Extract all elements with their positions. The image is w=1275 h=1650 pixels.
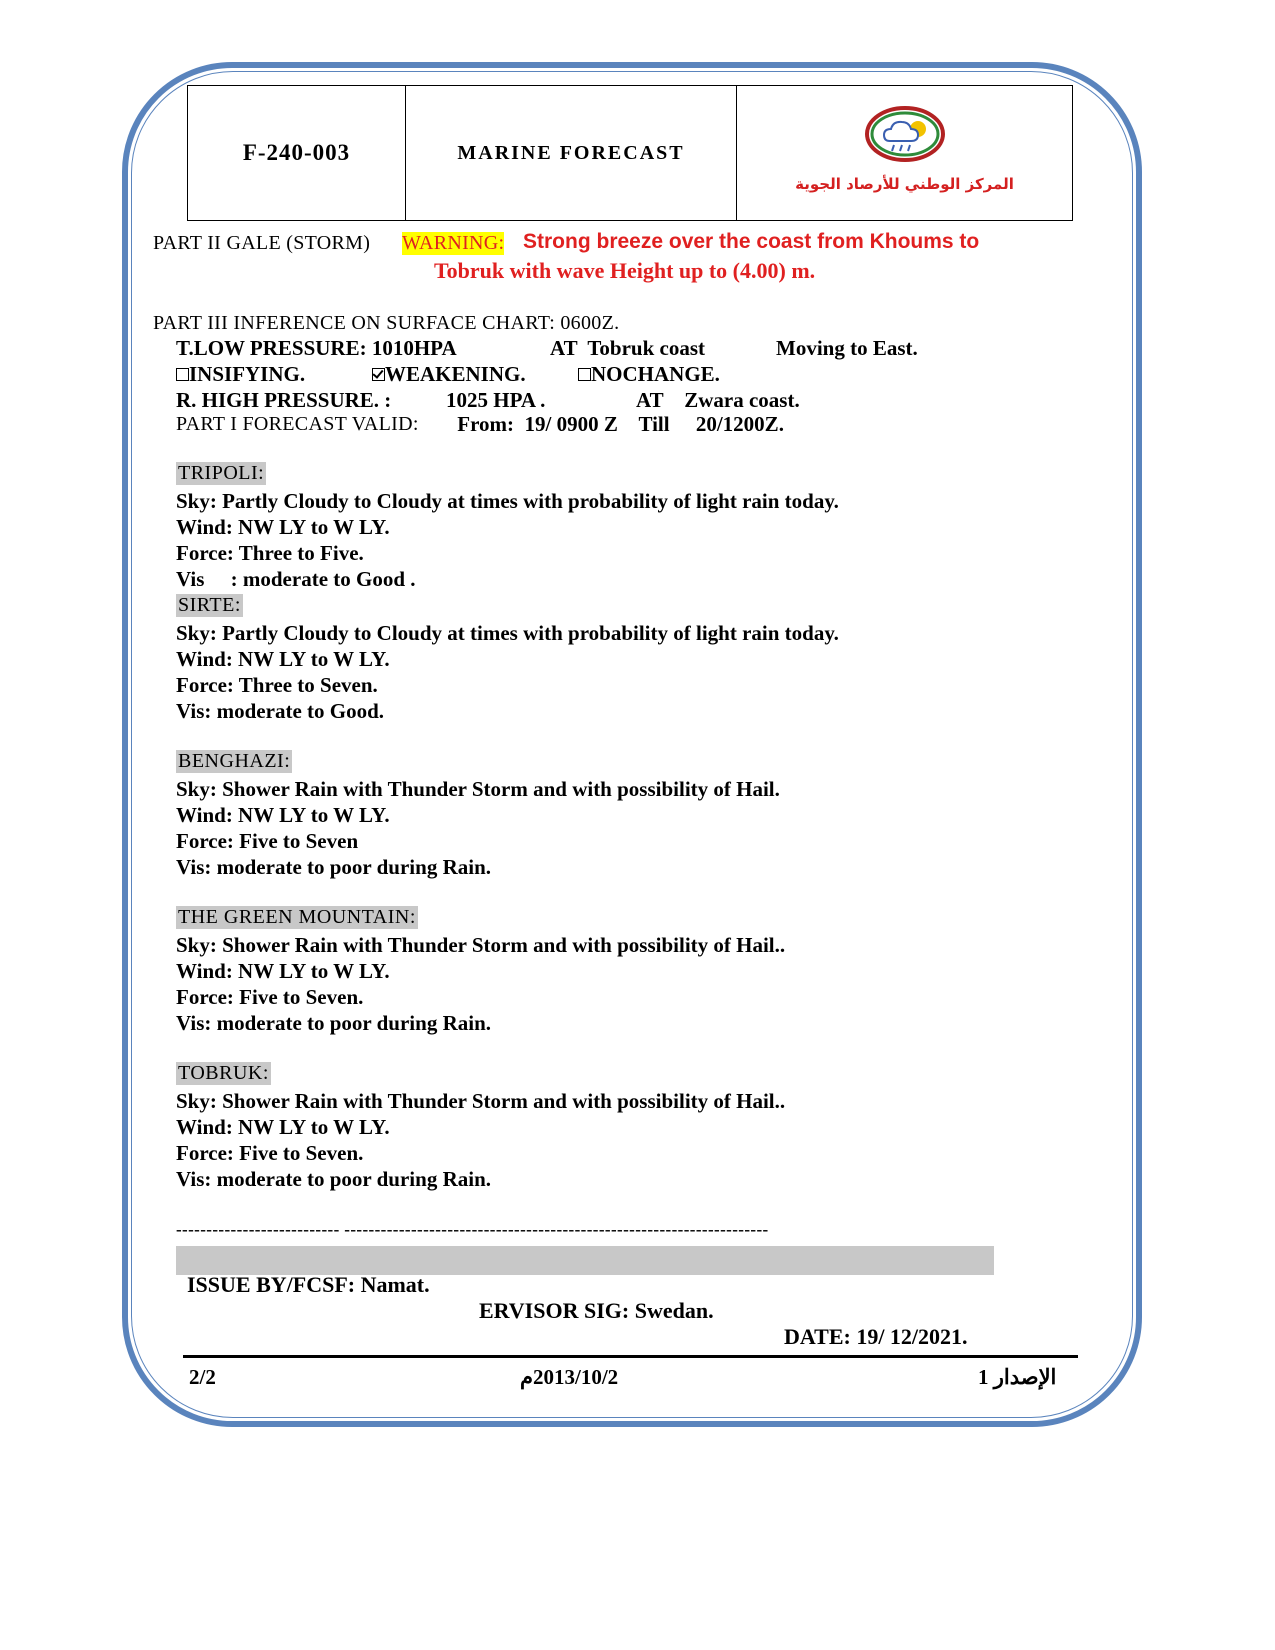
region-heading-green-mountain: THE GREEN MOUNTAIN: bbox=[178, 906, 416, 928]
benghazi-force: Force: Five to Seven bbox=[176, 829, 359, 853]
footer-version: الإصدار 1 bbox=[978, 1365, 1057, 1389]
region-heading-sirte: SIRTE: bbox=[178, 594, 241, 616]
green-mountain-wind: Wind: NW LY to W LY. bbox=[176, 959, 390, 983]
benghazi-wind: Wind: NW LY to W LY. bbox=[176, 803, 390, 827]
document-title: MARINE FORECAST bbox=[406, 86, 737, 220]
issue-line bbox=[176, 1246, 994, 1349]
header-table bbox=[187, 85, 1073, 221]
low-pressure-location: AT Tobruk coast bbox=[550, 336, 706, 360]
region-heading-benghazi: BENGHAZI: bbox=[178, 750, 291, 772]
tripoli-force: Force: Three to Five. bbox=[176, 541, 364, 565]
green-mountain-sky: Sky: Shower Rain with Thunder Storm and with possibility of Hail.. bbox=[176, 933, 786, 957]
header-logo-cell bbox=[737, 86, 1072, 220]
organization-name-arabic: المركز الوطني للأرصاد الجوية bbox=[795, 175, 1014, 193]
checkbox-weakening bbox=[372, 368, 385, 381]
sirte-sky: Sky: Partly Cloudy to Cloudy at times with probability of light rain today. bbox=[176, 621, 839, 645]
green-mountain-vis: Vis: moderate to poor during Rain. bbox=[176, 1011, 491, 1035]
footer-rule bbox=[183, 1355, 1078, 1358]
tobruk-force: Force: Five to Seven. bbox=[176, 1141, 364, 1165]
high-pressure: R. HIGH PRESSURE. : bbox=[176, 388, 392, 412]
issued-by: ISSUE BY/FCSF: Namat. bbox=[187, 1272, 430, 1297]
tripoli-vis: Vis : moderate to Good . bbox=[176, 567, 416, 591]
warning-text-line2: Tobruk with wave Height up to (4.00) m. bbox=[434, 258, 816, 283]
forecast-valid-range: From: 19/ 0900 Z Till 20/1200Z. bbox=[452, 412, 784, 436]
part3-label: PART III INFERENCE ON SURFACE CHART: 0600Z. bbox=[153, 312, 620, 334]
checkbox-nochange bbox=[578, 368, 591, 381]
sirte-wind: Wind: NW LY to W LY. bbox=[176, 647, 390, 671]
benghazi-vis: Vis: moderate to poor during Rain. bbox=[176, 855, 491, 879]
benghazi-sky: Sky: Shower Rain with Thunder Storm and with possibility of Hail. bbox=[176, 777, 780, 801]
tobruk-wind: Wind: NW LY to W LY. bbox=[176, 1115, 390, 1139]
forecast-valid-label: PART I FORECAST VALID: bbox=[176, 413, 419, 435]
form-code: F-240-003 bbox=[188, 86, 406, 220]
supervisor-signature: ERVISOR SIG: Swedan. bbox=[479, 1298, 714, 1323]
separator-line: --------------------------- ---------------------------------------------------------------------- bbox=[176, 1220, 769, 1239]
high-pressure-value: 1025 HPA . bbox=[446, 388, 546, 412]
option-insifying: INSIFYING. bbox=[176, 362, 305, 387]
high-pressure-location: AT Zwara coast. bbox=[636, 388, 800, 412]
tobruk-sky: Sky: Shower Rain with Thunder Storm and with possibility of Hail.. bbox=[176, 1089, 786, 1113]
region-heading-tripoli: TRIPOLI: bbox=[178, 462, 265, 484]
tripoli-wind: Wind: NW LY to W LY. bbox=[176, 515, 390, 539]
tobruk-vis: Vis: moderate to poor during Rain. bbox=[176, 1167, 491, 1191]
low-pressure-movement: Moving to East. bbox=[776, 336, 918, 360]
sirte-force: Force: Three to Seven. bbox=[176, 673, 378, 697]
tripoli-sky: Sky: Partly Cloudy to Cloudy at times with probability of light rain today. bbox=[176, 489, 839, 513]
low-pressure: T.LOW PRESSURE: 1010HPA bbox=[176, 336, 457, 360]
warning-label: WARNING: bbox=[402, 232, 505, 254]
green-mountain-force: Force: Five to Seven. bbox=[176, 985, 364, 1009]
sirte-vis: Vis: moderate to Good. bbox=[176, 699, 385, 723]
weather-center-logo-icon bbox=[864, 105, 946, 163]
warning-text-line1: Strong breeze over the coast from Khoums to bbox=[523, 230, 980, 253]
region-heading-tobruk: TOBRUK: bbox=[178, 1062, 269, 1084]
page-number: 2/2 bbox=[189, 1365, 216, 1389]
option-nochange: NOCHANGE. bbox=[578, 362, 720, 387]
option-weakening: WEAKENING. bbox=[372, 362, 526, 387]
footer-date: 2013/10/2م bbox=[520, 1365, 619, 1389]
issue-date: DATE: 19/ 12/2021. bbox=[784, 1324, 968, 1349]
part2-label: PART II GALE (STORM) bbox=[153, 232, 371, 254]
checkbox-insifying bbox=[176, 368, 189, 381]
